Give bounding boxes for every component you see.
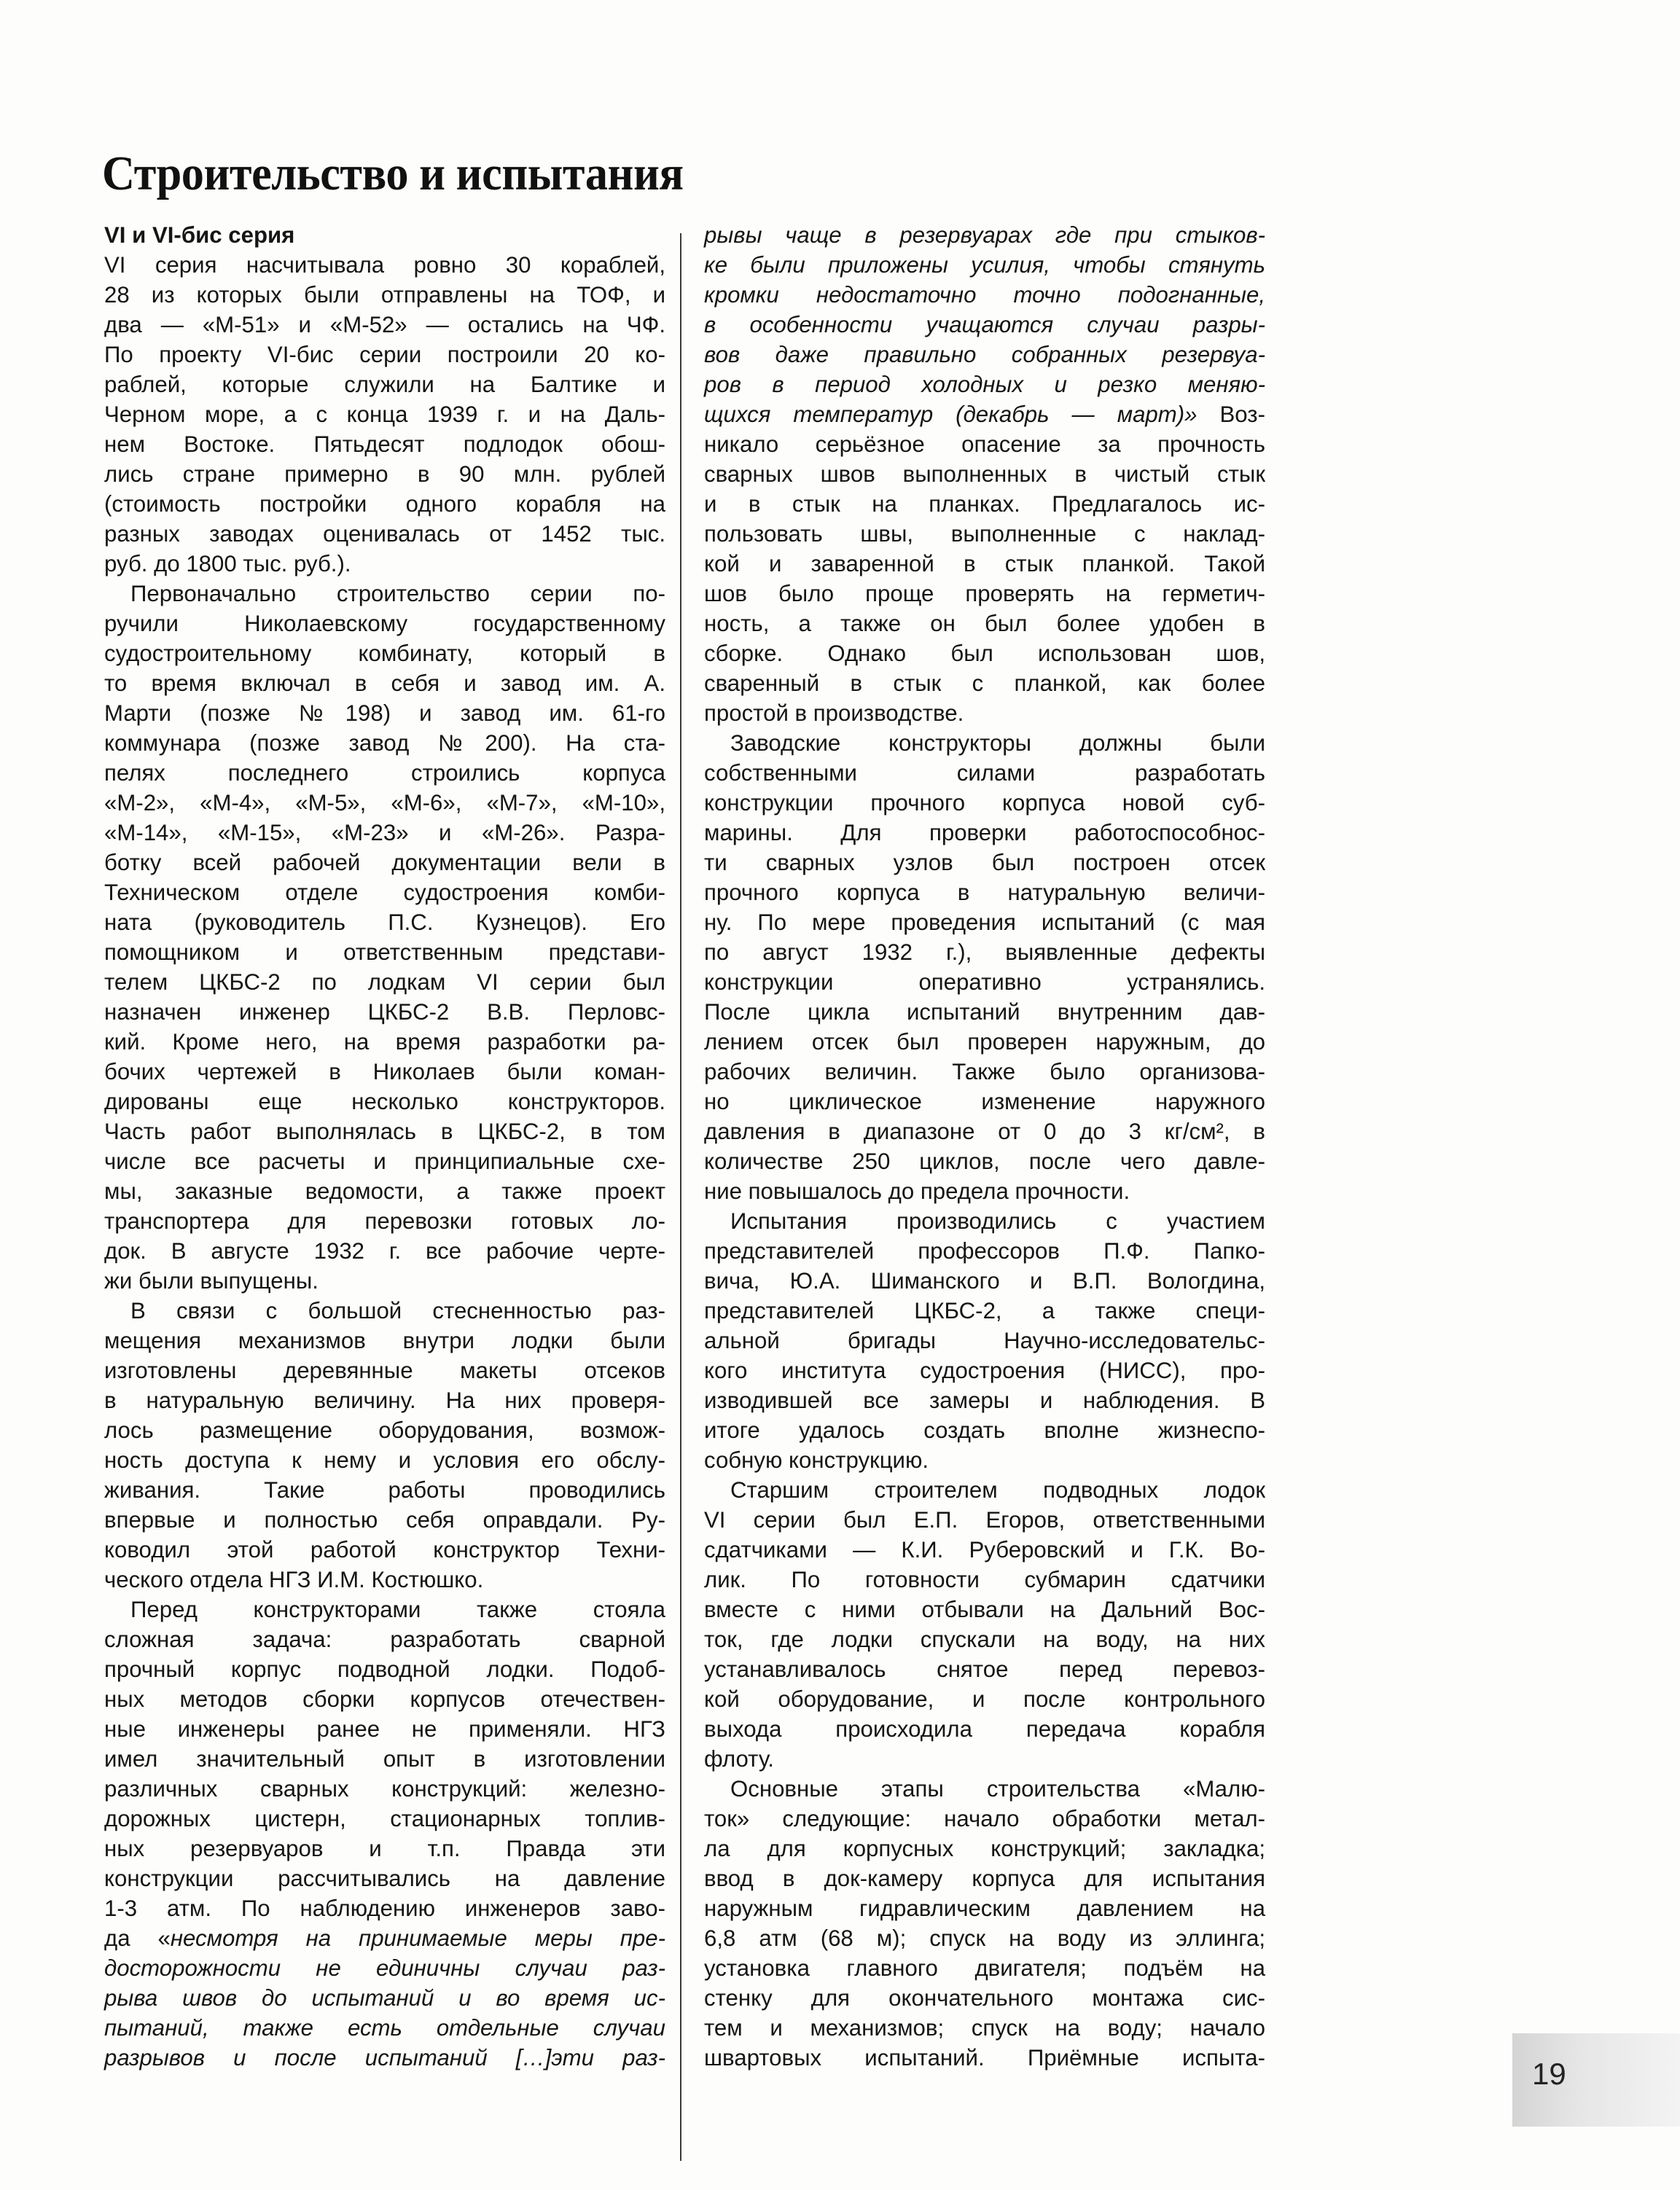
- text-run: Старшим строителем подводных лодок: [730, 1477, 1265, 1503]
- text-run: установка главного двигателя; подъём на: [704, 1955, 1265, 1981]
- text-run: ручили Николаевскому государственному: [104, 611, 665, 636]
- text-line: [104, 1864, 665, 1893]
- text-run: изготовлены деревянные макеты отсеков: [104, 1358, 665, 1383]
- page-number: 19: [1532, 2057, 1566, 2091]
- text-run: (стоимость постройки одного корабля на: [104, 491, 665, 517]
- text-run: вместе с ними отбывали на Дальний Вос-: [704, 1597, 1265, 1622]
- text-run: но циклическое изменение наружного: [704, 1089, 1265, 1114]
- text-run: конструкции рассчитывались на давление: [104, 1866, 665, 1891]
- italic-quote: в особенности учащаются случаи разры-: [704, 312, 1265, 337]
- text-line: [704, 1296, 1265, 1326]
- text-run: 1-3 атм. По наблюдению инженеров заво-: [104, 1896, 665, 1921]
- text-run: сборке. Однако был использован шов,: [704, 641, 1265, 666]
- text-line: [104, 1983, 665, 2013]
- text-line: [704, 340, 1265, 369]
- italic-quote: пытаний, также есть отдельные случаи: [104, 2015, 665, 2041]
- text-run: Основные этапы строительства «Малю-: [730, 1776, 1265, 1802]
- text-run: сложная задача: разработать сварной: [104, 1627, 665, 1652]
- text-run: ческого отдела НГЗ И.М. Костюшко.: [104, 1567, 484, 1592]
- text-run: прочный корпус подводной лодки. Подоб-: [104, 1657, 665, 1682]
- text-run: то время включал в себя и завод им. А.: [104, 670, 665, 696]
- text-line: [704, 1864, 1265, 1893]
- text-run: тем и механизмов; спуск на воду; начало: [704, 2015, 1265, 2041]
- text-run: собную конструкцию.: [704, 1447, 929, 1473]
- text-line: [104, 459, 665, 489]
- text-line: [104, 1445, 665, 1475]
- text-run: VI и VI-бис серия: [104, 222, 295, 248]
- text-line: [104, 2043, 665, 2073]
- text-line: [104, 1774, 665, 1804]
- text-line: [704, 1326, 1265, 1356]
- text-run: живания. Такие работы проводились: [104, 1477, 665, 1503]
- italic-quote: рыва швов до испытаний и во время ис-: [104, 1985, 665, 2011]
- text-line: [704, 1087, 1265, 1116]
- text-line: [704, 728, 1265, 758]
- text-line: [104, 1176, 665, 1206]
- text-line: [104, 1505, 665, 1535]
- text-run: ботку всей рабочей документации вели в: [104, 850, 665, 875]
- italic-quote: кромки недостаточно точно подогнанные,: [704, 282, 1265, 308]
- text-line: [104, 1535, 665, 1565]
- text-line: [704, 220, 1265, 250]
- left-text-column: [104, 220, 665, 2073]
- text-line: [704, 310, 1265, 340]
- text-line: [104, 818, 665, 848]
- text-run: В связи с большой стесненностью раз-: [130, 1298, 665, 1323]
- text-run: вича, Ю.А. Шиманского и В.П. Вологдина,: [704, 1268, 1265, 1294]
- text-line: [104, 1475, 665, 1505]
- text-line: [104, 369, 665, 399]
- text-line: [104, 1923, 665, 1953]
- text-line: [704, 369, 1265, 399]
- text-run: давления в диапазоне от 0 до 3 кг/см², в: [704, 1119, 1265, 1144]
- text-line: [104, 1385, 665, 1415]
- italic-quote: щихся температур (декабрь — март)»: [704, 402, 1198, 427]
- text-run: «М-2», «М-4», «М-5», «М-6», «М-7», «М-10»,: [104, 790, 665, 816]
- text-line: [104, 1296, 665, 1326]
- text-run: пелях последнего строились корпуса: [104, 760, 665, 786]
- text-run: прочного корпуса в натуральную величи-: [704, 880, 1265, 905]
- text-line: [704, 818, 1265, 848]
- text-run: да «: [104, 1925, 171, 1951]
- text-run: судостроительному комбинату, который в: [104, 641, 665, 666]
- text-run: простой в производстве.: [704, 700, 964, 726]
- text-line: [704, 1236, 1265, 1266]
- text-run: представителей профессоров П.Ф. Папко-: [704, 1238, 1265, 1264]
- text-line: [104, 1953, 665, 1983]
- text-line: [104, 2013, 665, 2043]
- text-run: мещения механизмов внутри лодки были: [104, 1328, 665, 1353]
- text-run: количестве 250 циклов, после чего давле-: [704, 1149, 1265, 1174]
- text-run: кий. Кроме него, на время разработки ра-: [104, 1029, 665, 1055]
- text-run: Перед конструкторами также стояла: [130, 1597, 665, 1622]
- text-line: [104, 399, 665, 429]
- text-run: Техническом отделе судостроения комби-: [104, 880, 665, 905]
- text-line: [104, 668, 665, 698]
- text-line: [704, 1505, 1265, 1535]
- text-line: [704, 668, 1265, 698]
- text-line: [104, 1356, 665, 1385]
- text-line: [104, 1684, 665, 1714]
- text-run: Марти (позже №198) и завод им. 61-го: [104, 700, 665, 726]
- text-run: «М-14», «М-15», «М-23» и «М-26». Разра-: [104, 820, 665, 845]
- text-run: флоту.: [704, 1746, 774, 1772]
- right-text-column: [704, 220, 1265, 2073]
- text-line: [704, 1595, 1265, 1624]
- text-run: наружным гидравлическим давлением на: [704, 1896, 1265, 1921]
- text-run: По проекту VI-бис серии построили 20 ко-: [104, 342, 665, 367]
- text-line: [704, 1744, 1265, 1774]
- text-run: ководил этой работой конструктор Техни-: [104, 1537, 665, 1563]
- text-run: сваренный в стык с планкой, как более: [704, 670, 1265, 696]
- text-run: телем ЦКБС-2 по лодкам VI серии был: [104, 969, 665, 995]
- text-line: [704, 1654, 1265, 1684]
- text-line: [704, 1356, 1265, 1385]
- text-run: транспортера для перевозки готовых ло-: [104, 1208, 665, 1234]
- text-line: [104, 937, 665, 967]
- text-line: [704, 1385, 1265, 1415]
- text-run: ну. По мере проведения испытаний (с мая: [704, 910, 1265, 935]
- text-line: [704, 429, 1265, 459]
- text-run: сварных швов выполненных в чистый стык: [704, 461, 1265, 487]
- text-line: [104, 1415, 665, 1445]
- text-run: ность, а также он был более удобен в: [704, 611, 1265, 636]
- text-line: [704, 1804, 1265, 1834]
- text-run: После цикла испытаний внутренним дав-: [704, 999, 1265, 1025]
- text-run: рабочих величин. Также было организова-: [704, 1059, 1265, 1084]
- text-run: ната (руководитель П.С. Кузнецов). Его: [104, 910, 665, 935]
- text-run: ные инженеры ранее не применяли. НГЗ: [104, 1716, 665, 1742]
- text-line: [104, 549, 665, 579]
- text-run: назначен инженер ЦКБС-2 В.В. Перловс-: [104, 999, 665, 1025]
- text-run: в натуральную величину. На них проверя-: [104, 1388, 665, 1413]
- text-run: устанавливалось снятое перед перевоз-: [704, 1657, 1265, 1682]
- text-run: ток» следующие: начало обработки метал-: [704, 1806, 1265, 1831]
- text-line: [104, 1057, 665, 1087]
- text-line: [704, 937, 1265, 967]
- text-run: дированы еще несколько конструкторов.: [104, 1089, 665, 1114]
- text-run: док. В августе 1932 г. все рабочие черте-: [104, 1238, 665, 1264]
- text-line: [704, 399, 1265, 429]
- text-line: [704, 1057, 1265, 1087]
- text-line: [104, 1834, 665, 1864]
- text-line: [104, 489, 665, 519]
- text-run: лось размещение оборудования, возмож-: [104, 1417, 665, 1443]
- text-run: и в стык на планках. Предлагалось ис-: [704, 491, 1265, 517]
- text-line: [104, 1266, 665, 1296]
- page-title: Строительство и испытания: [102, 146, 684, 200]
- text-line: [704, 1624, 1265, 1654]
- text-line: [104, 1893, 665, 1923]
- text-line: [104, 1595, 665, 1624]
- text-run: ность доступа к нему и условия его обслу-: [104, 1447, 665, 1473]
- text-run: мы, заказные ведомости, а также проект: [104, 1178, 665, 1204]
- text-line: [104, 848, 665, 877]
- text-run: VI серии был Е.П. Егоров, ответственными: [704, 1507, 1265, 1533]
- text-run: Черном море, а с конца 1939 г. и на Даль-: [104, 402, 665, 427]
- text-run: различных сварных конструкций: железно-: [104, 1776, 665, 1802]
- text-line: [704, 1206, 1265, 1236]
- text-line: [704, 1027, 1265, 1057]
- text-line: [704, 638, 1265, 668]
- text-line: [104, 907, 665, 937]
- text-run: жи были выпущены.: [104, 1268, 319, 1294]
- text-run: бочих чертежей в Николаев были коман-: [104, 1059, 665, 1084]
- text-line: [104, 1206, 665, 1236]
- text-line: [704, 997, 1265, 1027]
- text-run: нем Востоке. Пятьдесят подлодок обош-: [104, 431, 665, 457]
- column-divider: [680, 233, 681, 2161]
- text-line: [104, 250, 665, 280]
- text-run: ток, где лодки спускали на воду, на них: [704, 1627, 1265, 1652]
- text-line: [704, 1146, 1265, 1176]
- text-line: [704, 848, 1265, 877]
- text-line: [104, 997, 665, 1027]
- text-line: [104, 1087, 665, 1116]
- text-run: ла для корпусных конструкций; закладка;: [704, 1836, 1265, 1861]
- text-run: Воз-: [1197, 402, 1265, 427]
- text-line: [104, 609, 665, 638]
- text-run: кой оборудование, и после контрольного: [704, 1686, 1265, 1712]
- text-line: [104, 1146, 665, 1176]
- text-run: стенку для окончательного монтажа сис-: [704, 1985, 1265, 2011]
- text-line: [104, 340, 665, 369]
- text-line: [104, 1565, 665, 1595]
- text-line: [104, 429, 665, 459]
- italic-quote: вов даже правильно собранных резервуа-: [704, 342, 1265, 367]
- text-line: [104, 967, 665, 997]
- text-line: [704, 2043, 1265, 2073]
- text-line: [104, 1744, 665, 1774]
- text-line: [704, 1415, 1265, 1445]
- text-line: [704, 1445, 1265, 1475]
- text-run: итоге удалось создать вполне жизнеспо-: [704, 1417, 1265, 1443]
- text-line: [104, 1236, 665, 1266]
- text-line: [704, 1535, 1265, 1565]
- text-run: числе все расчеты и принципиальные схе-: [104, 1149, 665, 1174]
- text-run: лись стране примерно в 90 млн. рублей: [104, 461, 665, 487]
- text-line: [704, 280, 1265, 310]
- text-line: [704, 1714, 1265, 1744]
- text-run: сдатчиками — К.И. Руберовский и Г.К. Во-: [704, 1537, 1265, 1563]
- text-line: [704, 1834, 1265, 1864]
- text-run: коммунара (позже завод №200). На ста-: [104, 730, 665, 756]
- text-line: [704, 788, 1265, 818]
- text-run: швартовых испытаний. Приёмные испыта-: [704, 2045, 1265, 2070]
- text-run: имел значительный опыт в изготовлении: [104, 1746, 665, 1772]
- text-line: [104, 1116, 665, 1146]
- italic-quote: разрывов и после испытаний […]эти раз-: [104, 2045, 665, 2070]
- text-line: [704, 758, 1265, 788]
- italic-quote: несмотря на принимаемые меры пре-: [170, 1925, 665, 1951]
- text-run: конструкции оперативно устранялись.: [704, 969, 1265, 995]
- text-run: VI серия насчитывала ровно 30 кораблей,: [104, 252, 665, 278]
- text-line: [704, 2013, 1265, 2043]
- text-run: конструкции прочного корпуса новой суб-: [704, 790, 1265, 816]
- text-line: [104, 1624, 665, 1654]
- text-run: 6,8 атм (68 м); спуск на воду из эллинга;: [704, 1925, 1265, 1951]
- text-line: [104, 310, 665, 340]
- text-line: [704, 519, 1265, 549]
- text-line: [704, 1475, 1265, 1505]
- text-run: руб. до 1800 тыс. руб.).: [104, 551, 351, 576]
- text-run: лик. По готовности субмарин сдатчики: [704, 1567, 1265, 1592]
- text-run: марины. Для проверки работоспособнос-: [704, 820, 1265, 845]
- text-run: ввод в док-камеру корпуса для испытания: [704, 1866, 1265, 1891]
- text-run: кого института судостроения (НИСС), про-: [704, 1358, 1265, 1383]
- text-line: [104, 579, 665, 609]
- text-run: Заводские конструкторы должны были: [730, 730, 1265, 756]
- text-line: [704, 579, 1265, 609]
- text-line: [104, 728, 665, 758]
- text-line: [704, 459, 1265, 489]
- text-run: два — «М-51» и «М-52» — остались на ЧФ.: [104, 312, 665, 337]
- text-run: разных заводах оценивалась от 1452 тыс.: [104, 521, 665, 547]
- italic-quote: ке были приложены усилия, чтобы стянуть: [704, 252, 1265, 278]
- text-run: собственными силами разработать: [704, 760, 1265, 786]
- text-run: выхода происходила передача корабля: [704, 1716, 1265, 1742]
- text-line: [104, 877, 665, 907]
- text-line: [704, 698, 1265, 728]
- text-run: изводившей все замеры и наблюдения. В: [704, 1388, 1265, 1413]
- text-line: [704, 1176, 1265, 1206]
- text-run: помощником и ответственным представи-: [104, 939, 665, 965]
- italic-quote: досторожности не единичны случаи раз-: [104, 1955, 665, 1981]
- text-line: [704, 1983, 1265, 2013]
- text-run: ных резервуаров и т.п. Правда эти: [104, 1836, 665, 1861]
- text-run: раблей, которые служили на Балтике и: [104, 372, 665, 397]
- text-run: шов было проще проверять на герметич-: [704, 581, 1265, 606]
- text-line: [704, 250, 1265, 280]
- text-line: [704, 549, 1265, 579]
- text-line: [104, 1326, 665, 1356]
- text-run: лением отсек был проверен наружным, до: [704, 1029, 1265, 1055]
- italic-quote: ров в период холодных и резко меняю-: [704, 372, 1265, 397]
- text-run: ных методов сборки корпусов отечествен-: [104, 1686, 665, 1712]
- text-line: [704, 1774, 1265, 1804]
- text-line: [104, 1804, 665, 1834]
- text-line: [704, 967, 1265, 997]
- text-line: [104, 1714, 665, 1744]
- text-run: альной бригады Научно-исследовательс-: [704, 1328, 1265, 1353]
- text-line: [104, 638, 665, 668]
- text-line: [704, 877, 1265, 907]
- text-line: [704, 1893, 1265, 1923]
- text-line: [704, 907, 1265, 937]
- text-run: ние повышалось до предела прочности.: [704, 1178, 1130, 1204]
- text-line: [104, 788, 665, 818]
- text-run: 28 из которых были отправлены на ТОФ, и: [104, 282, 665, 308]
- text-run: пользовать швы, выполненные с наклад-: [704, 521, 1265, 547]
- text-run: кой и заваренной в стык планкой. Такой: [704, 551, 1265, 576]
- text-run: ти сварных узлов был построен отсек: [704, 850, 1265, 875]
- text-line: [104, 758, 665, 788]
- text-run: Часть работ выполнялась в ЦКБС-2, в том: [104, 1119, 665, 1144]
- text-run: никало серьёзное опасение за прочность: [704, 431, 1265, 457]
- text-run: по август 1932 г.), выявленные дефекты: [704, 939, 1265, 965]
- text-run: впервые и полностью себя оправдали. Ру-: [104, 1507, 665, 1533]
- text-line: [704, 1923, 1265, 1953]
- text-run: Первоначально строительство серии по-: [130, 581, 665, 606]
- text-run: дорожных цистерн, стационарных топлив-: [104, 1806, 665, 1831]
- text-line: [704, 1953, 1265, 1983]
- text-line: [704, 1266, 1265, 1296]
- text-run: Испытания производились с участием: [730, 1208, 1265, 1234]
- text-line: [104, 519, 665, 549]
- text-run: представителей ЦКБС-2, а также специ-: [704, 1298, 1265, 1323]
- text-line: [104, 1027, 665, 1057]
- text-line: [704, 1565, 1265, 1595]
- text-line: [104, 280, 665, 310]
- text-line: [704, 1116, 1265, 1146]
- text-line: [104, 1654, 665, 1684]
- text-line: [704, 609, 1265, 638]
- text-line: [104, 698, 665, 728]
- text-line: [704, 489, 1265, 519]
- text-line: [704, 1684, 1265, 1714]
- section-subheading: [104, 220, 665, 250]
- italic-quote: рывы чаще в резервуарах где при стыков-: [704, 222, 1265, 248]
